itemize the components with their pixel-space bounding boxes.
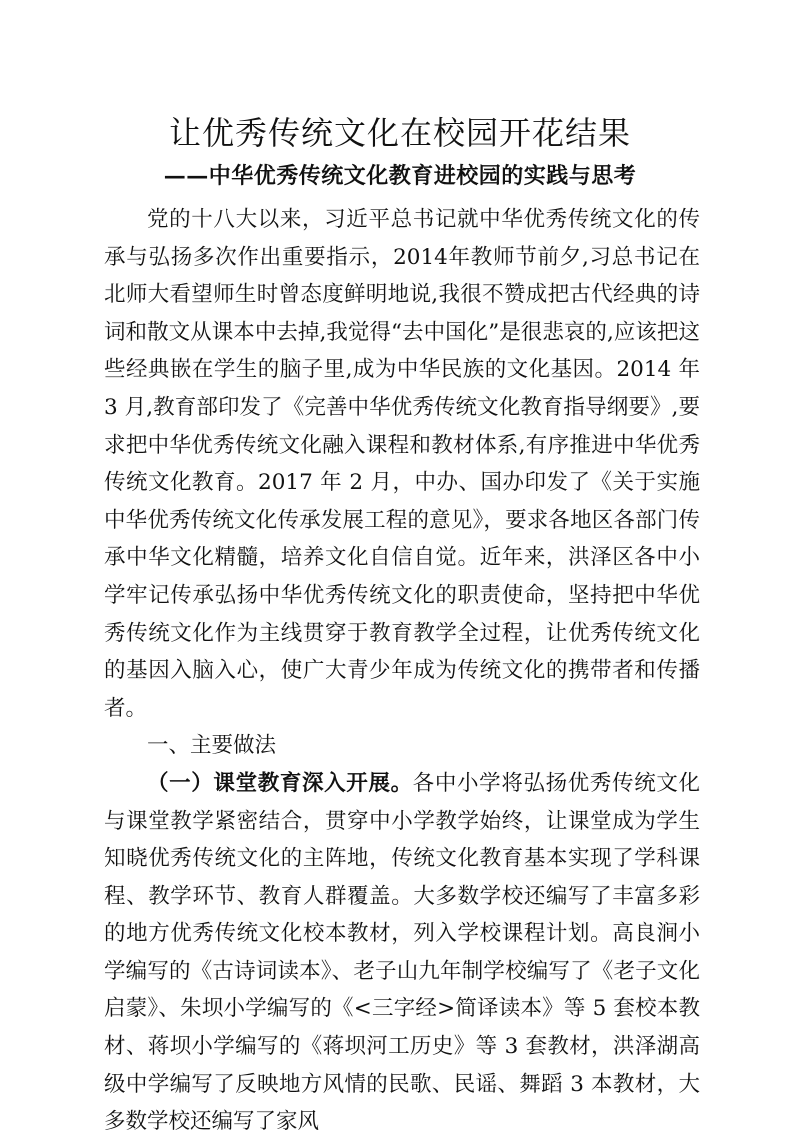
section-heading: 一、主要做法 bbox=[147, 733, 277, 759]
subsection-paragraph bbox=[104, 765, 700, 1141]
subsection-body: 各中小学将弘扬优秀传统文化与课堂教学紧密结合，贯穿中小学教学始终，让课堂成为学生知晓优秀传统文化的主阵地，传统文化教育基本实现了学科课程、教学环节、教育人群覆盖。大多数学校还编写了丰富多彩的地方优秀传统文化校本教材，列入学校课程计划。高良涧小学编写的《古诗词读本》、老子山九年制学校编写了《老子文化启蒙》、朱坝小学编写的《<三字经>简译读本》等 5 套校本教材、蒋坝小学编写的《蒋坝河工历史》等 3 套教材，洪泽湖高级中学编写了反映地方风情的民歌、民谣、舞蹈 3 本教材，大多数学校还编写了家风 bbox=[104, 770, 700, 1135]
intro-paragraph: 党的十八大以来，习近平总书记就中华优秀传统文化的传承与弘扬多次作出重要指示，2014年教师节前夕,习总书记在北师大看望师生时曾态度鲜明地说,我很不赞成把古代经典的诗词和散文从课本中去掉,我觉得“去中国化”是很悲哀的,应该把这些经典嵌在学生的脑子里,成为中华民族的文化基因。2014 年 3 月,教育部印发了《完善中华优秀传统文化教育指导纲要》,要求把中华优秀传统文化融入课程和教材体系,有序推进中华优秀传统文化教育。2017 年 2 月，中办、国办印发了《关于实施中华优秀传统文化传承发展工程的意见》，要求各地区各部门传承中华文化精髓，培养文化自信自觉。近年来，洪泽区各中小学牢记传承弘扬中华优秀传统文化的职责使命，坚持把中华优秀传统文化作为主线贯穿于教育教学全过程，让优秀传统文化的基因入脑入心，使广大青少年成为传统文化的携带者和传播者。 bbox=[104, 207, 700, 721]
page-subtitle: ——中华优秀传统文化教育进校园的实践与思考 bbox=[163, 163, 637, 189]
page-title: 让优秀传统文化在校园开花结果 bbox=[168, 114, 631, 152]
subsection-heading: （一）课堂教育深入开展。 bbox=[147, 770, 413, 796]
document-body bbox=[104, 201, 700, 1141]
